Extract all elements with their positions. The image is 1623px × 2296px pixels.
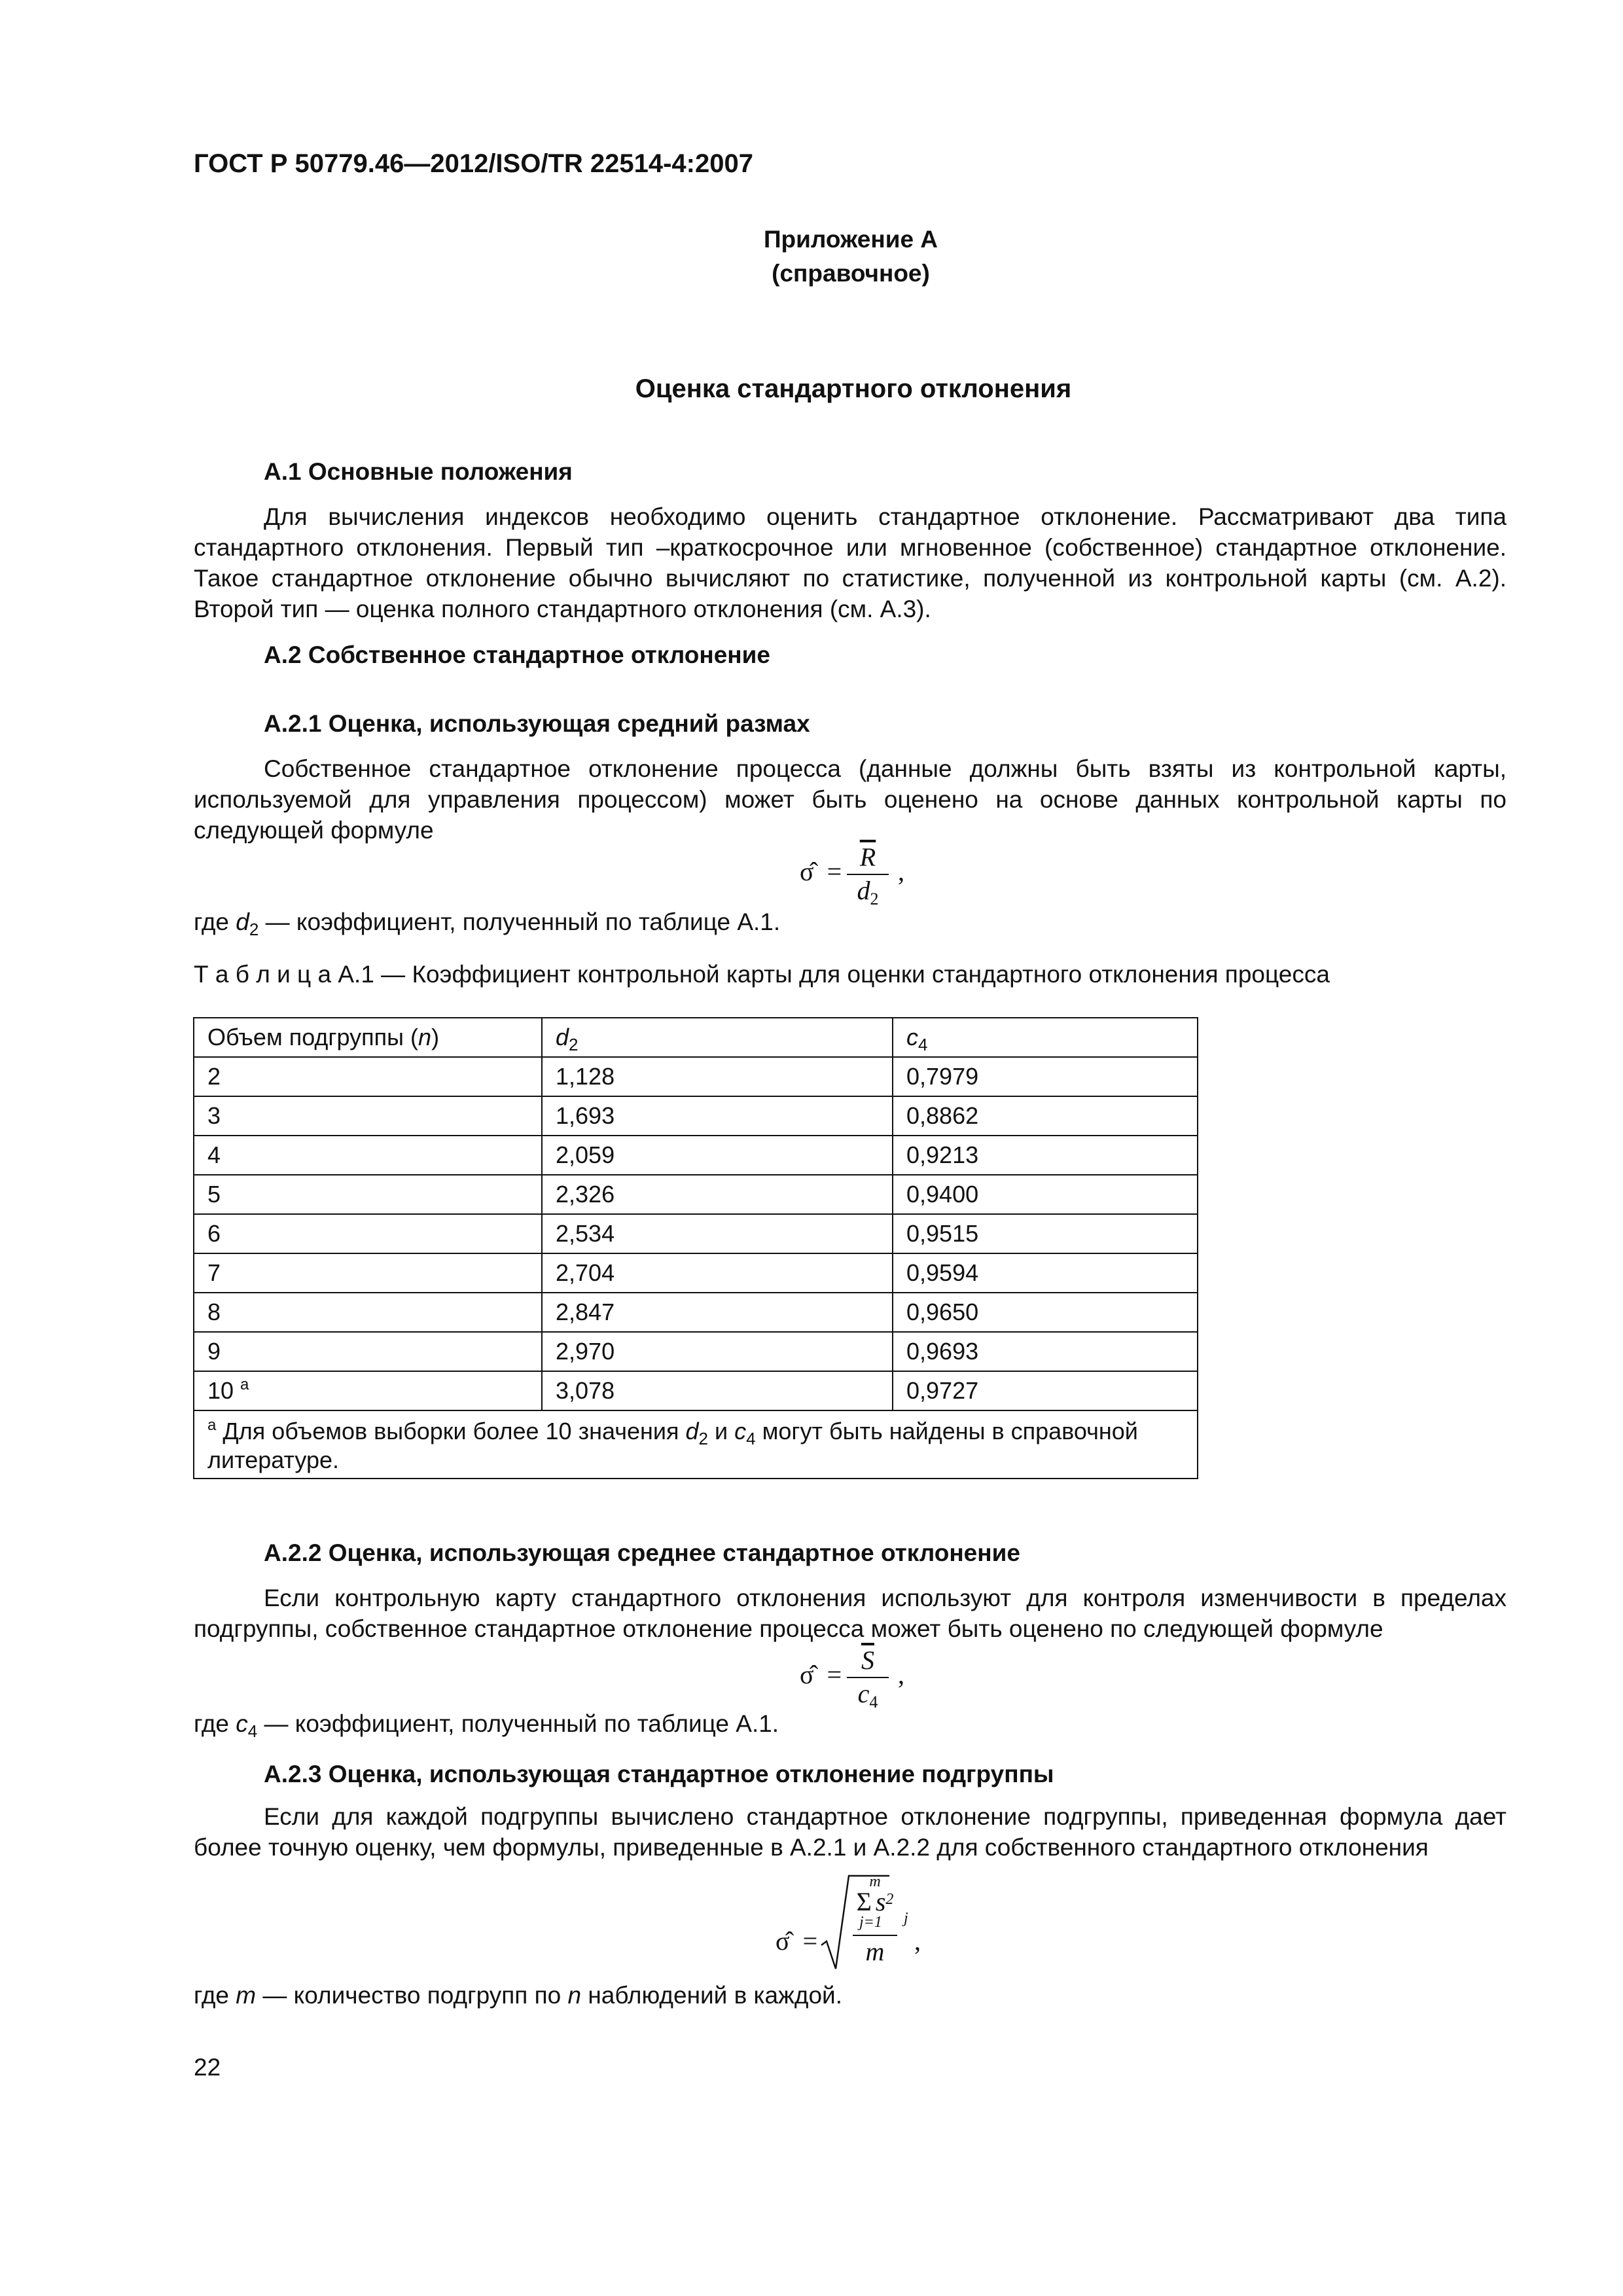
sum-lower-limit: j=1 — [859, 1914, 882, 1931]
table-cell: 4 — [194, 1136, 542, 1175]
table-row — [194, 1332, 1198, 1371]
table-cell: 1,128 — [542, 1057, 893, 1096]
table-cell: 2 — [194, 1057, 542, 1096]
formula-denominator: d — [857, 876, 870, 905]
table-row — [194, 1253, 1198, 1293]
table-cell: 0,9594 — [893, 1253, 1198, 1293]
formula-denominator: m — [853, 1935, 897, 1967]
table-cell: 0,9650 — [893, 1293, 1198, 1332]
table-cell: 0,9693 — [893, 1332, 1198, 1371]
where-rest: — коэффициент, полученный по таблице А.1. — [257, 1710, 779, 1737]
table-note-row — [194, 1410, 1198, 1479]
table-caption-prefix: Т а б л и ц а — [194, 961, 332, 988]
heading-a2: А.2 Собственное стандартное отклонение — [264, 641, 770, 668]
coefficient-table — [193, 1017, 1198, 1479]
formula-comma: , — [898, 1660, 904, 1689]
annex-type: (справочное) — [772, 260, 930, 287]
sum-upper-limit: m — [869, 1873, 881, 1890]
page-number: 22 — [194, 2054, 221, 2081]
table-cell: 10 $^а$ — [194, 1371, 542, 1410]
table-cell: 0,9727 — [893, 1371, 1198, 1410]
paragraph-a1: Для вычисления индексов необходимо оценить стандартное отклонение. Рассматривают два типа стандартного отклонения. Первый тип –краткосрочное или мгновенное (собственное) стандартное отклонение. Такое стандартное отклонение обычно вычисляют по статистике, полученной из контрольной карты (см. А.2). Второй тип — оценка полного стандартного отклонения (см. А.3). — [194, 503, 1507, 622]
annex-label: Приложение А — [763, 226, 938, 253]
table-caption-text: А.1 — Коэффициент контрольной карты для оценки стандартного отклонения процесса — [331, 961, 1330, 988]
formula-eq: = — [827, 1660, 842, 1689]
formula-sigma-sqrt — [776, 1873, 939, 1984]
header-cell-d2: $d_2$ — [542, 1018, 893, 1057]
heading-a23: А.2.3 Оценка, использующая стандартное отклонение подгруппы — [264, 1761, 1054, 1787]
table-cell: 2,059 — [542, 1136, 893, 1175]
where-var: d — [236, 908, 249, 935]
sum-symbol: Σ — [856, 1887, 872, 1916]
formula-eq: = — [802, 1926, 818, 1956]
document-header: ГОСТ Р 50779.46—2012/ISO/TR 22514-4:2007 — [194, 149, 753, 178]
page-title: Оценка стандартного отклонения — [635, 374, 1072, 403]
table-row — [194, 1175, 1198, 1214]
table-footnote: $^а$ Для объемов выборки более 10 значения $d_2$ и $c_4$ могут быть найдены в справочной литературе. — [194, 1410, 1198, 1479]
where-prefix: где — [194, 908, 236, 935]
paragraph-a22: Если контрольную карту стандартного отклонения используют для контроля изменчивости в пределах подгруппы, собственное стандартное отклонение процесса может быть оценено по следующей формуле — [194, 1585, 1507, 1642]
table-cell: 0,8862 — [893, 1096, 1198, 1136]
table-cell: 2,970 — [542, 1332, 893, 1371]
heading-a21: А.2.1 Оценка, использующая средний размах — [264, 710, 810, 737]
paragraph-a23: Если для каждой подгруппы вычислено стандартное отклонение подгруппы, приведенная формула дает более точную оценку, чем формулы, приведенные в А.2.1 и А.2.2 для собственного стандартного отклонения — [194, 1803, 1507, 1861]
table-cell: 7 — [194, 1253, 542, 1293]
table-cell: 3 — [194, 1096, 542, 1136]
where-var: c — [236, 1710, 248, 1737]
table-cell: 2,534 — [542, 1214, 893, 1253]
where-a21 — [194, 906, 780, 937]
table-cell: 2,704 — [542, 1253, 893, 1293]
table-row — [194, 1293, 1198, 1332]
table-row — [194, 1214, 1198, 1253]
where-var-n: n — [567, 1982, 582, 2009]
table-cell: 2,326 — [542, 1175, 893, 1214]
formula-lhs: σ̂ — [776, 1926, 790, 1956]
table-cell: 9 — [194, 1332, 542, 1371]
heading-a22: А.2.2 Оценка, использующая среднее стандартное отклонение — [264, 1539, 1020, 1566]
formula-numerator: $\overline{S}$ — [861, 1645, 874, 1675]
where-rest: наблюдений в каждой. — [581, 1982, 843, 2009]
formula-numerator: $\overline{R}$ — [859, 842, 876, 872]
where-var-sub: 2 — [249, 920, 259, 939]
heading-a1: А.1 Основные положения — [264, 458, 573, 485]
where-prefix: где — [194, 1982, 236, 2009]
table-row — [194, 1096, 1198, 1136]
where-prefix: где — [194, 1710, 236, 1737]
where-var-sub: 4 — [247, 1721, 258, 1741]
formula-denominator-sub: 2 — [870, 889, 879, 908]
sum-block — [853, 1873, 897, 1931]
table-cell: 8 — [194, 1293, 542, 1332]
formula-fraction — [847, 1645, 889, 1712]
table-cell: 1,693 — [542, 1096, 893, 1136]
table-row — [194, 1057, 1198, 1096]
table-cell: 0,9400 — [893, 1175, 1198, 1214]
sum-term: s — [875, 1887, 886, 1916]
formula-comma: , — [914, 1926, 921, 1956]
table-cell: 3,078 — [542, 1371, 893, 1410]
table-cell: 5 — [194, 1175, 542, 1214]
where-mid: — количество подгрупп по — [256, 1982, 568, 2009]
footnote-mark: а — [240, 1376, 249, 1393]
table-cell: 2,847 — [542, 1293, 893, 1332]
header-cell-n: Объем подгруппы (n) — [194, 1018, 542, 1057]
where-a22 — [194, 1708, 779, 1739]
where-a23 — [194, 1980, 842, 2011]
formula-fraction — [847, 842, 889, 906]
table-cell: 0,9515 — [893, 1214, 1198, 1253]
table-row — [194, 1371, 1198, 1410]
formula-denominator-sub: 4 — [869, 1693, 878, 1712]
formula-lhs: σ̂ — [800, 857, 814, 886]
table-caption — [194, 959, 1330, 990]
formula-lhs: σ̂ — [800, 1660, 814, 1689]
where-var-m: m — [236, 1982, 257, 2009]
table-cell: 0,9213 — [893, 1136, 1198, 1175]
paragraph-a21: Собственное стандартное отклонение процесса (данные должны быть взяты из контрольной карты, используемой для управления процессом) может быть оценено на основе данных контрольной карты по следующей формуле — [194, 755, 1507, 844]
formula-eq: = — [827, 857, 842, 886]
table-cell: 0,7979 — [893, 1057, 1198, 1096]
where-rest: — коэффициент, полученный по таблице А.1. — [259, 908, 781, 935]
formula-comma: , — [898, 857, 904, 886]
header-cell-c4: $c_4$ — [893, 1018, 1198, 1057]
table-cell: 6 — [194, 1214, 542, 1253]
table-row — [194, 1136, 1198, 1175]
formula-denominator: c — [857, 1679, 870, 1708]
sum-term-sup: 2 — [885, 1891, 894, 1908]
table-header-row — [194, 1018, 1198, 1057]
sum-term-sub: j — [904, 1910, 908, 1927]
